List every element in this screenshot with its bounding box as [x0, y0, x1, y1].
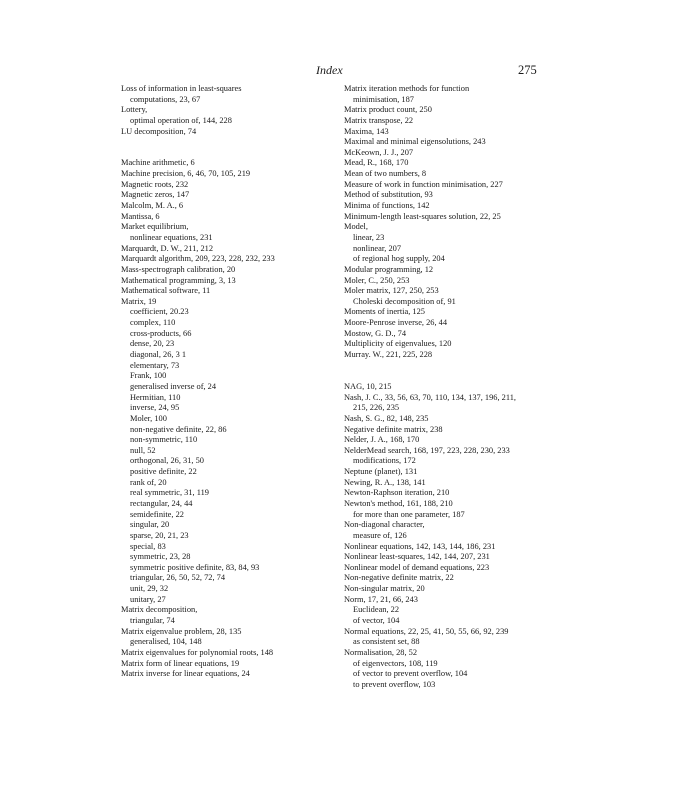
- index-subentry: singular, 20: [130, 520, 170, 530]
- index-subentry: nonlinear equations, 231: [130, 232, 213, 242]
- index-subentry: rank of, 20: [130, 477, 167, 487]
- index-subentry: inverse, 24, 95: [130, 403, 180, 413]
- index-entry: Normal equations, 22, 25, 41, 50, 55, 66, 92, 239: [344, 626, 509, 636]
- index-entry: Mathematical software, 11: [121, 286, 211, 296]
- index-entry: Mostow, G. D., 74: [344, 328, 407, 338]
- index-subentry: of vector, 104: [353, 616, 400, 626]
- index-entry: Malcolm, M. A., 6: [121, 201, 184, 211]
- index-entry: Newton-Raphson iteration, 210: [344, 488, 450, 498]
- index-entry: NelderMead search, 168, 197, 223, 228, 230, 233: [344, 445, 510, 455]
- index-entry: Moler, C., 250, 253: [344, 275, 410, 285]
- index-subentry: semidefinite, 22: [130, 509, 184, 519]
- index-entry: Market equilibrium,: [121, 222, 189, 232]
- index-entry: Moore-Penrose inverse, 26, 44: [344, 318, 448, 328]
- index-entry: Nonlinear equations, 142, 143, 144, 186, 231: [344, 541, 496, 551]
- index-subentry: symmetric positive definite, 83, 84, 93: [130, 562, 260, 572]
- index-subentry: unit, 29, 32: [130, 584, 169, 594]
- index-entry: Matrix decomposition,: [121, 605, 198, 615]
- index-subentry: of regional hog supply, 204: [353, 254, 445, 264]
- index-subentry: orthogonal, 26, 31, 50: [130, 456, 204, 466]
- index-entry: Moments of inertia, 125: [344, 307, 425, 317]
- index-subentry: minimisation, 187: [353, 94, 414, 104]
- index-entry: Method of substitution, 93: [344, 190, 433, 200]
- index-subentry: generalised, 104, 148: [130, 637, 202, 647]
- index-entry: Negative definite matrix, 238: [344, 424, 443, 434]
- index-entry: Nelder, J. A., 168, 170: [344, 435, 420, 445]
- index-subentry: Hermitian, 110: [130, 392, 181, 402]
- index-entry: McKeown, J. J., 207: [344, 147, 414, 157]
- index-entry: Loss of information in least-squares: [121, 84, 242, 93]
- index-entry: Maximal and minimal eigensolutions, 243: [344, 137, 486, 147]
- index-subentry: Frank, 100: [130, 371, 167, 381]
- index-subentry: special, 83: [130, 541, 166, 551]
- index-entry: Nash, J. C., 33, 56, 63, 70, 110, 134, 137, 196, 211,: [344, 392, 516, 402]
- index-subentry: to prevent overflow, 103: [353, 679, 436, 689]
- index-entry: Nonlinear least-squares, 142, 144, 207, 231: [344, 552, 490, 562]
- index-subentry: null, 52: [130, 445, 156, 455]
- index-subentry: diagonal, 26, 3 1: [130, 350, 187, 360]
- index-subentry: optimal operation of, 144, 228: [130, 115, 232, 125]
- index-entry: Neptune (planet), 131: [344, 467, 418, 477]
- index-subentry: computations, 23, 67: [130, 94, 201, 104]
- index-entry: Non-diagonal character,: [344, 520, 425, 530]
- index-entry: Norm, 17, 21, 66, 243: [344, 594, 418, 604]
- index-subentry: 215, 226, 235: [353, 403, 400, 413]
- index-subentry: for more than one parameter, 187: [353, 509, 465, 519]
- index-entry: Mead, R., 168, 170: [344, 158, 409, 168]
- index-entry: Mean of two numbers, 8: [344, 169, 427, 179]
- index-subentry: real symmetric, 31, 119: [130, 488, 209, 498]
- index-entry: Maxima, 143: [344, 126, 389, 136]
- index-entry: Machine arithmetic, 6: [121, 158, 195, 168]
- index-entry: Normalisation, 28, 52: [344, 647, 418, 657]
- index-entry: Multiplicity of eigenvalues, 120: [344, 339, 452, 349]
- index-subentry: of eigenvectors, 108, 119: [353, 658, 438, 668]
- index-entry: Newton's method, 161, 188, 210: [344, 498, 453, 508]
- index-entry: Murray. W., 221, 225, 228: [344, 350, 433, 360]
- index-entry: Newing, R. A., 138, 141: [344, 477, 426, 487]
- index-subentry: complex, 110: [130, 318, 176, 328]
- index-entry: Mathematical programming, 3, 13: [121, 275, 236, 285]
- index-entry: Mantissa, 6: [121, 211, 160, 221]
- index-entry: Matrix, 19: [121, 296, 157, 306]
- index-entry: Non-negative definite matrix, 22: [344, 573, 454, 583]
- index-entry: Matrix product count, 250: [344, 105, 432, 115]
- index-entry: Non-singular matrix, 20: [344, 584, 425, 594]
- index-subentry: of vector to prevent overflow, 104: [353, 669, 468, 679]
- index-subentry: non-symmetric, 110: [130, 435, 198, 445]
- index-entry: Matrix iteration methods for function: [344, 84, 470, 93]
- index-entry: Mass-spectrograph calibration, 20: [121, 264, 236, 274]
- index-subentry: unitary, 27: [130, 594, 166, 604]
- index-column-right: [344, 84, 559, 691]
- index-subentry: dense, 20, 23: [130, 339, 175, 349]
- index-entry: Matrix eigenvalues for polynomial roots, 148: [121, 647, 274, 657]
- index-entry: Marquardt algorithm, 209, 223, 228, 232, 233: [121, 254, 275, 264]
- index-subentry: modifications, 172: [353, 456, 416, 466]
- index-subentry: sparse, 20, 21, 23: [130, 530, 189, 540]
- index-subentry: triangular, 26, 50, 52, 72, 74: [130, 573, 226, 583]
- index-subentry: elementary, 73: [130, 360, 180, 370]
- index-entry: Matrix transpose, 22: [344, 115, 414, 125]
- index-entry: Moler matrix, 127, 250, 253: [344, 286, 439, 296]
- index-column-left: [121, 84, 326, 680]
- index-subentry: linear, 23: [353, 232, 385, 242]
- index-subentry: positive definite, 22: [130, 467, 197, 477]
- index-subentry: Euclidean, 22: [353, 605, 400, 615]
- index-entry: Machine precision, 6, 46, 70, 105, 219: [121, 169, 251, 179]
- index-subentry: triangular, 74: [130, 616, 175, 626]
- index-subentry: nonlinear, 207: [353, 243, 402, 253]
- index-entry: [344, 361, 559, 372]
- index-entry: Nonlinear model of demand equations, 223: [344, 562, 490, 572]
- index-entry: Measure of work in function minimisation, 227: [344, 179, 503, 189]
- index-subentry: measure of, 126: [353, 530, 407, 540]
- index-entry: LU decomposition, 74: [121, 126, 197, 136]
- index-entry: Minimum-length least-squares solution, 22, 25: [344, 211, 501, 221]
- index-subentry: non-negative definite, 22, 86: [130, 424, 227, 434]
- index-entry: Modular programming, 12: [344, 264, 434, 274]
- index-subentry: Moler, 100: [130, 413, 167, 423]
- index-entry: Model,: [344, 222, 368, 232]
- index-entry: Marquardt, D. W., 211, 212: [121, 243, 214, 253]
- index-subentry: generalised inverse of, 24: [130, 381, 217, 391]
- index-subentry: Choleski decomposition of, 91: [353, 296, 456, 306]
- index-subentry: symmetric, 23, 28: [130, 552, 191, 562]
- index-entry: Matrix inverse for linear equations, 24: [121, 669, 250, 679]
- index-entry: Matrix eigenvalue problem, 28, 135: [121, 626, 242, 636]
- index-entry: [121, 137, 326, 148]
- index-subentry: cross-products, 66: [130, 328, 192, 338]
- index-entry: Magnetic zeros, 147: [121, 190, 190, 200]
- index-entry: Matrix form of linear equations, 19: [121, 658, 240, 668]
- index-entry: [121, 148, 326, 159]
- index-entry: [344, 371, 559, 382]
- index-entry: Magnetic roots, 232: [121, 179, 189, 189]
- running-header-title: Index: [316, 63, 343, 77]
- index-subentry: as consistent set, 88: [353, 637, 420, 647]
- index-subentry: rectangular, 24, 44: [130, 498, 193, 508]
- index-entry: Lottery,: [121, 105, 148, 115]
- index-subentry: coefficient, 20.23: [130, 307, 189, 317]
- index-entry: NAG, 10, 215: [344, 381, 392, 391]
- index-entry: Nash, S. G., 82, 148, 235: [344, 413, 429, 423]
- page-number: 275: [518, 63, 537, 77]
- index-entry: Minima of functions, 142: [344, 201, 430, 211]
